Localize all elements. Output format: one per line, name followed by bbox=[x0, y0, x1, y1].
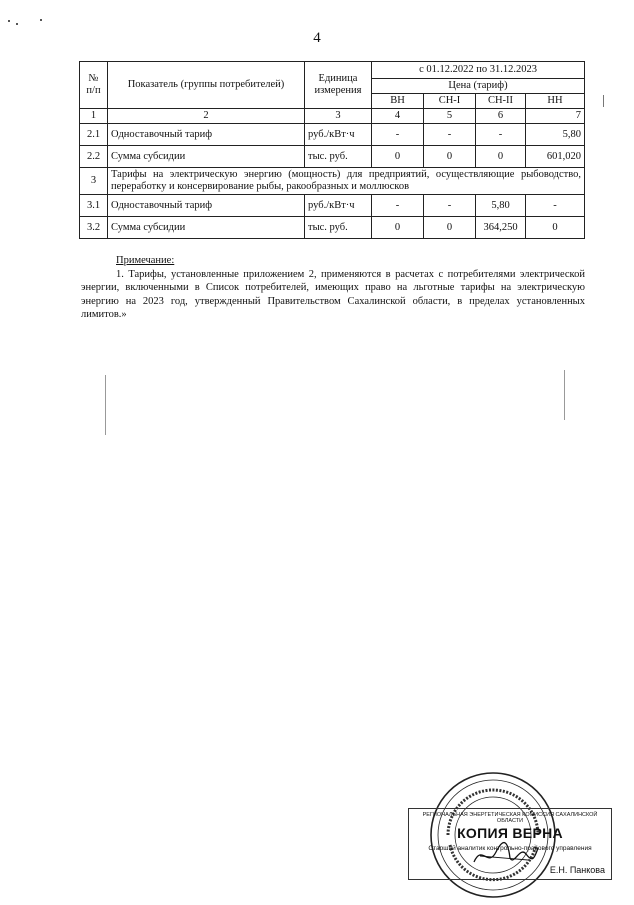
stamp-role: Старший аналитик контрольно-правового управления bbox=[428, 845, 592, 852]
header-level-vn: ВН bbox=[372, 94, 424, 109]
scan-line bbox=[603, 95, 604, 107]
row-sn1: 0 bbox=[424, 146, 476, 168]
row-vn: - bbox=[372, 195, 424, 217]
row-vn: 0 bbox=[372, 146, 424, 168]
row-nn: 0 bbox=[526, 217, 585, 239]
header-price: Цена (тариф) bbox=[372, 79, 585, 94]
header-level-sn2: СН-II bbox=[476, 94, 526, 109]
table-row bbox=[80, 124, 585, 146]
table-row bbox=[80, 217, 585, 239]
row-name: Одноставочный тариф bbox=[108, 195, 305, 217]
header-num: № п/п bbox=[80, 62, 108, 109]
row-name: Сумма субсидии bbox=[108, 217, 305, 239]
stamp-signer-name: Е.Н. Панкова bbox=[549, 865, 605, 875]
row-sn2: - bbox=[476, 124, 526, 146]
row-unit: тыс. руб. bbox=[305, 217, 372, 239]
row-name: Сумма субсидии bbox=[108, 146, 305, 168]
tariff-table bbox=[79, 61, 585, 239]
scan-speck bbox=[8, 20, 10, 22]
scan-line bbox=[105, 375, 106, 435]
section-row bbox=[80, 168, 585, 195]
row-sn1: 0 bbox=[424, 217, 476, 239]
row-nn: 601,020 bbox=[526, 146, 585, 168]
header-level-nn: НН bbox=[526, 94, 585, 109]
row-sn2: 364,250 bbox=[476, 217, 526, 239]
row-vn: - bbox=[372, 124, 424, 146]
scan-speck bbox=[40, 19, 42, 21]
header-period: с 01.12.2022 по 31.12.2023 bbox=[372, 62, 585, 79]
row-unit: руб./кВт·ч bbox=[305, 195, 372, 217]
index-cell: 4 bbox=[372, 109, 424, 124]
section-title: Тарифы на электрическую энергию (мощность) для предприятий, осуществляющие рыбоводство, переработку и консервирование рыбы, ракообразных и моллюсков bbox=[108, 168, 585, 195]
row-sn2: 0 bbox=[476, 146, 526, 168]
row-unit: тыс. руб. bbox=[305, 146, 372, 168]
row-num: 2.1 bbox=[80, 124, 108, 146]
stamp-organization: РЕГИОНАЛЬНАЯ ЭНЕРГЕТИЧЕСКАЯ КОМИССИЯ САХАЛИНСКОЙ ОБЛАСТИ bbox=[422, 812, 598, 824]
row-sn1: - bbox=[424, 124, 476, 146]
scan-line bbox=[564, 370, 565, 420]
index-cell: 5 bbox=[424, 109, 476, 124]
row-nn: - bbox=[526, 195, 585, 217]
stamp-title: КОПИЯ ВЕРНА bbox=[457, 825, 563, 841]
row-num: 2.2 bbox=[80, 146, 108, 168]
row-num: 3.2 bbox=[80, 217, 108, 239]
index-cell: 6 bbox=[476, 109, 526, 124]
row-sn2: 5,80 bbox=[476, 195, 526, 217]
index-cell: 3 bbox=[305, 109, 372, 124]
row-vn: 0 bbox=[372, 217, 424, 239]
index-cell: 2 bbox=[108, 109, 305, 124]
note-body: 1. Тарифы, установленные приложением 2, применяются в расчетах с потребителями электрической энергии, включенными в Список потребителей, имеющих право на льготные тарифы на электрическую энергию на 2023 год, утвержденный Правительством Сахалинской области, в пределах установленных лимитов.» bbox=[81, 268, 585, 320]
table-row bbox=[80, 195, 585, 217]
note-title: Примечание: bbox=[116, 255, 175, 266]
index-cell: 7 bbox=[526, 109, 585, 124]
row-num: 3.1 bbox=[80, 195, 108, 217]
scan-speck bbox=[16, 23, 18, 25]
table-row bbox=[80, 146, 585, 168]
header-indicator: Показатель (группы потребителей) bbox=[108, 62, 305, 109]
row-nn: 5,80 bbox=[526, 124, 585, 146]
signature-icon bbox=[470, 838, 540, 870]
row-sn1: - bbox=[424, 195, 476, 217]
section-num: 3 bbox=[80, 168, 108, 195]
header-unit: Единица измерения bbox=[305, 62, 372, 109]
note-block bbox=[81, 254, 585, 322]
header-level-sn1: СН-I bbox=[424, 94, 476, 109]
row-name: Одноставочный тариф bbox=[108, 124, 305, 146]
page-number: 4 bbox=[313, 30, 321, 46]
row-unit: руб./кВт·ч bbox=[305, 124, 372, 146]
index-cell: 1 bbox=[80, 109, 108, 124]
index-row bbox=[80, 109, 585, 124]
